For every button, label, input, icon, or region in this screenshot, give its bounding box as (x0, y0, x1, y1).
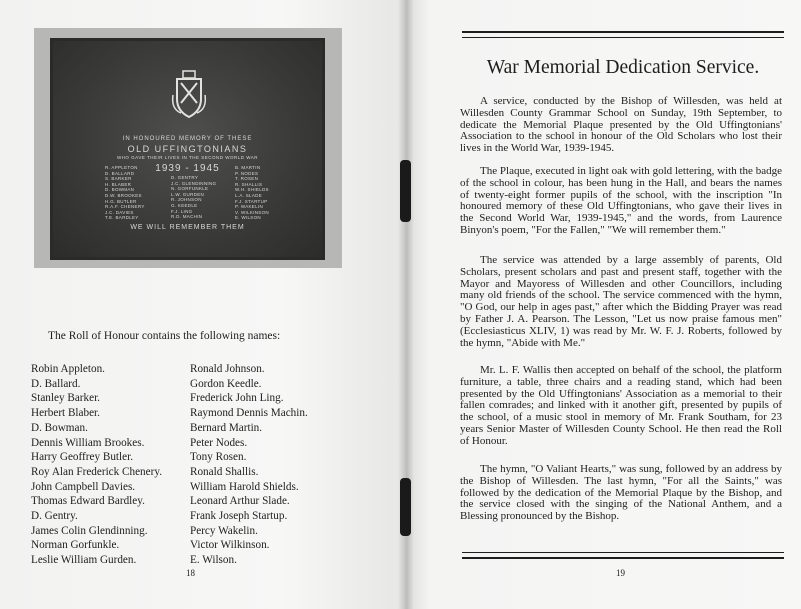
roll-name: Bernard Martin. (190, 422, 263, 434)
plaque-name: F.J. LING (171, 208, 193, 214)
paragraph: The service was attended by a large assembly of parents, Old Scholars, present scholars and past and present staff, together with the Mayor and Mayoress of Willesden and other Councillors, including many old friends of the school. The service commenced with the hymn, "O God, our help in ages past," after which the Bidding Prayer was read by Father J. A. Pearson. The Lesson, "Let us now praise famous men" (Ecclesiasticus XLIV, 1) was read by Mr. W. F. J. Roberts, followed by the hymn, "Abide with Me." (460, 254, 782, 349)
plaque-name: W.H. SHIELDS (235, 187, 269, 193)
page-number-right: 19 (616, 568, 625, 578)
plaque-name: D. BOWMAN (105, 187, 135, 193)
roll-name: Thomas Edward Bardley. (31, 495, 145, 507)
bottom-rule (462, 557, 784, 559)
paragraph: A service, conducted by the Bishop of Willesden, was held at Willesden County Grammar School on Sunday, 19th September, to dedicate the Memorial Plaque presented by the Old Uffingtonians' Association to the school in honour of the Old Scholars who lost their lives in the World War, 1939-1945. (460, 95, 782, 155)
right-page (406, 0, 801, 609)
roll-name: Dennis William Brookes. (31, 437, 145, 449)
memorial-plaque (50, 38, 325, 260)
roll-name: Tony Rosen. (190, 451, 247, 463)
plaque-name: D. BALLARD (105, 170, 135, 176)
plaque-name: R.A.F. CHENERY (105, 204, 145, 210)
page-number-left: 18 (186, 568, 195, 578)
roll-name: Victor Wilkinson. (190, 539, 270, 551)
plaque-heading: IN HONOURED MEMORY OF THESE (122, 136, 253, 142)
plaque-name: B. MARTIN (235, 165, 261, 170)
plaque-name: L.W. GURDEN (171, 191, 205, 197)
plaque-dedication: WHO GAVE THEIR LIVES IN THE SECOND WORLD WAR (116, 155, 259, 160)
roll-name: Ronald Johnson. (190, 363, 265, 375)
roll-name: Frank Joseph Startup. (190, 510, 288, 522)
plaque-name: F.J. STARTUP (235, 198, 268, 204)
plaque-years: 1939 - 1945 (155, 163, 220, 174)
roll-name: D. Bowman. (31, 422, 88, 434)
roll-name: Frederick John Ling. (190, 392, 284, 404)
plaque-name: R. JOHNSON (171, 197, 202, 203)
roll-name: Herbert Blaber. (31, 407, 100, 419)
bottom-rule-thin (462, 552, 784, 553)
plaque-name: D. GENTRY (171, 175, 199, 180)
plaque-name: R.D. MACHIN (171, 214, 203, 220)
plaque-name: T. ROSEN (235, 176, 259, 182)
school-badge-icon (171, 69, 207, 119)
roll-name: Stanley Barker. (31, 392, 100, 404)
paragraph: Mr. L. F. Wallis then accepted on behalf of the school, the platform furniture, a table, three chairs and a reading stand, which had been presented by the Old Uffingtonians' Association as a memorial to their fallen comrades; and linked with it another gift, presented by pupils of the school, of a music stool in memory of Mr. Frank Southam, for 23 years Senior Master of Willesden County School. He then read the Roll of Honour. (460, 364, 782, 447)
roll-name: D. Ballard. (31, 378, 81, 390)
roll-name: D. Gentry. (31, 510, 78, 522)
roll-intro: The Roll of Honour contains the following names: (48, 330, 281, 342)
plaque-name: H. BLABER (105, 181, 132, 187)
roll-name: Norman Gorfunkle. (31, 539, 120, 551)
plaque-name: S. BARKER (105, 176, 132, 182)
plaque-name: R. SHALLIS (235, 181, 263, 187)
plaque-name: N. GORFUNKLE (171, 186, 209, 192)
page-title: War Memorial Dedication Service. (486, 57, 760, 78)
roll-name: John Campbell Davies. (31, 481, 136, 493)
plaque-name: R. APPLETON (105, 165, 138, 170)
roll-name: James Colin Glendinning. (31, 525, 148, 537)
staple-icon (400, 160, 411, 222)
paragraph: The hymn, "O Valiant Hearts," was sung, followed by an address by the Bishop of Willesden. The last hymn, "For all the Saints," was followed by the dedication of the Memorial Plaque by the Bishop, and the service closed with the singing of the National Anthem, and a Blessing pronounced by the Bishop. (460, 463, 782, 523)
plaque-name: E. WILSON (235, 215, 261, 221)
plaque-footer: WE WILL REMEMBER THEM (130, 224, 245, 231)
plaque-name: V. WILKINSON (235, 209, 269, 215)
roll-name: Ronald Shallis. (190, 466, 259, 478)
plaque-name: H.G. BUTLER (105, 198, 137, 204)
plaque-names-col3 (235, 165, 295, 221)
roll-name: E. Wilson. (190, 554, 237, 566)
plaque-names-col2 (171, 175, 231, 220)
roll-name: Roy Alan Frederick Chenery. (31, 466, 163, 478)
top-rule-thin (462, 37, 784, 38)
plaque-photo (34, 28, 342, 268)
plaque-name: P. WAKELIN (235, 204, 264, 210)
plaque-name: L.A. SLADE (235, 192, 263, 198)
roll-name: Peter Nodes. (190, 437, 248, 449)
roll-name: Leslie William Gurden. (31, 554, 137, 566)
plaque-name: J.C. DAVIES (105, 209, 134, 215)
roll-name: Percy Wakelin. (190, 525, 258, 537)
plaque-name: J.C. GLENDINNING (171, 180, 217, 186)
staple-icon (400, 478, 411, 536)
plaque-subheading: OLD UFFINGTONIANS (127, 144, 248, 154)
roll-name: William Harold Shields. (190, 481, 299, 493)
plaque-names-col1 (105, 165, 165, 221)
plaque-name: T.E. BARDLEY (105, 215, 139, 221)
roll-name: Gordon Keedle. (190, 378, 262, 390)
plaque-name: G. KEEDLE (171, 202, 198, 208)
plaque-name: P. NODES (235, 170, 259, 176)
top-rule (462, 31, 784, 33)
plaque-name: D.W. BROOKES (105, 192, 142, 198)
roll-name: Raymond Dennis Machin. (190, 407, 308, 419)
roll-name: Robin Appleton. (31, 363, 105, 375)
roll-name: Leonard Arthur Slade. (190, 495, 290, 507)
paragraph: The Plaque, executed in light oak with gold lettering, with the badge of the school in colour, has been hung in the Hall, and bears the names of twenty-eight former pupils of the school, with the inscription "In honoured memory of these Old Uffingtonians, who gave their lives in the Second World War, 1939-1945," and the words, from Laurence Binyon's poem, "For the Fallen," "We will remember them." (460, 165, 782, 236)
roll-name: Harry Geoffrey Butler. (31, 451, 133, 463)
